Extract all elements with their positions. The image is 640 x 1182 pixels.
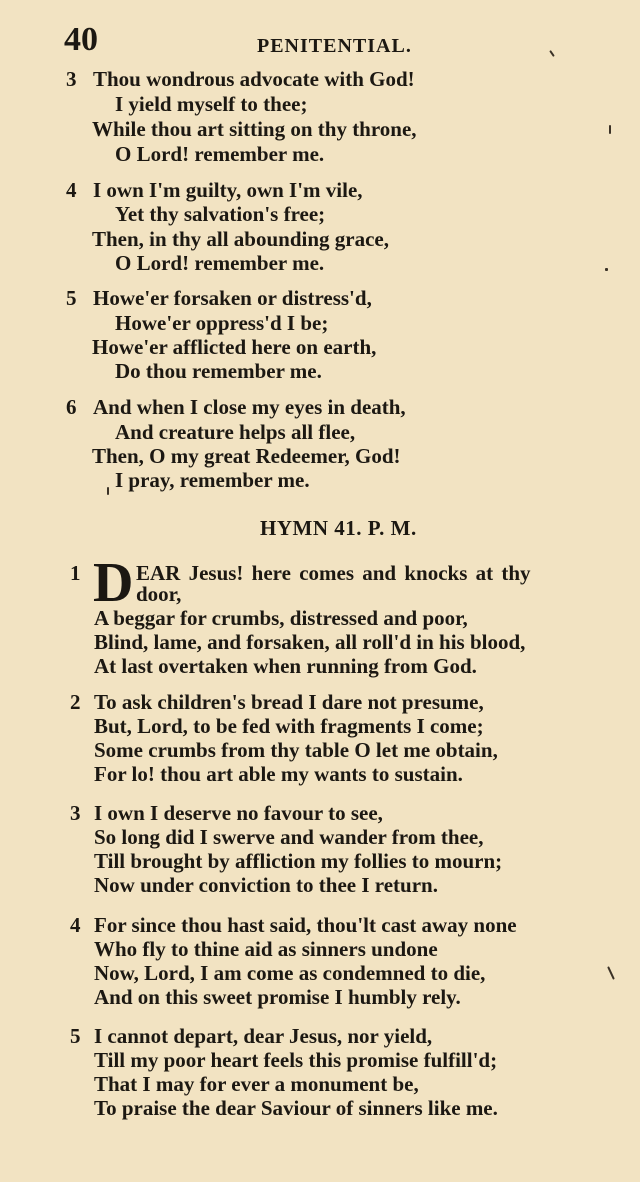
verse-number: 6 — [66, 395, 77, 419]
verse-line: Blind, lame, and forsaken, all roll'd in his blood, — [94, 630, 526, 654]
verse-line: Howe'er forsaken or distress'd, — [93, 286, 372, 310]
verse-line: So long did I swerve and wander from thee, — [94, 825, 484, 849]
verse-line: Then, in thy all abounding grace, — [92, 227, 389, 251]
verse-number: 3 — [66, 67, 77, 91]
verse-line: Howe'er afflicted here on earth, — [92, 335, 377, 359]
verse-line: I yield myself to thee; — [115, 92, 308, 116]
hymn-title: HYMN 41. P. M. — [260, 516, 417, 540]
verse-line: For since thou hast said, thou'lt cast away none — [94, 913, 517, 937]
page-header — [64, 20, 600, 60]
print-speck — [107, 487, 109, 495]
verse-line: I pray, remember me. — [115, 468, 310, 492]
verse-line: And when I close my eyes in death, — [93, 395, 406, 419]
verse-line: O Lord! remember me. — [115, 142, 325, 166]
verse-line: Who fly to thine aid as sinners undone — [94, 937, 438, 961]
verse-line: I own I deserve no favour to see, — [94, 801, 383, 825]
verse-line: I own I'm guilty, own I'm vile, — [93, 178, 363, 202]
running-title: PENITENTIAL. — [257, 35, 412, 57]
verse-number: 3 — [70, 801, 81, 825]
print-speck — [609, 125, 611, 134]
print-speck — [605, 268, 608, 271]
verse-line: Yet thy salvation's free; — [115, 202, 326, 226]
verse-number: 5 — [70, 1024, 81, 1048]
verse-line: Howe'er oppress'd I be; — [115, 311, 329, 335]
verse-line: That I may for ever a monument be, — [94, 1072, 419, 1096]
verse-number: 5 — [66, 286, 77, 310]
verse-line: Now, Lord, I am come as condemned to die, — [94, 961, 486, 985]
verse-line: O Lord! remember me. — [115, 251, 325, 275]
verse-line: door, — [136, 582, 182, 606]
verse-line: And creature helps all flee, — [115, 420, 356, 444]
verse-line: A beggar for crumbs, distressed and poor, — [94, 606, 468, 630]
verse-number: 1 — [70, 561, 81, 585]
verse-number: 4 — [70, 913, 81, 937]
verse-line: But, Lord, to be fed with fragments I come; — [94, 714, 484, 738]
page-number: 40 — [64, 21, 98, 58]
verse-line: To praise the dear Saviour of sinners like me. — [94, 1096, 498, 1120]
verse-line: Do thou remember me. — [115, 359, 322, 383]
drop-cap: D — [93, 552, 134, 614]
verse-line: Till my poor heart feels this promise fulfill'd; — [94, 1048, 498, 1072]
verse-line: EAR Jesus! here comes and knocks at thy — [136, 561, 531, 585]
verse-line: Some crumbs from thy table O let me obtain, — [94, 738, 498, 762]
verse-line: I cannot depart, dear Jesus, nor yield, — [94, 1024, 433, 1048]
verse-line: At last overtaken when running from God. — [94, 654, 477, 678]
verse-line: Then, O my great Redeemer, God! — [92, 444, 401, 468]
verse-line: Thou wondrous advocate with God! — [93, 67, 415, 91]
verse-line: While thou art sitting on thy throne, — [92, 117, 417, 141]
verse-number: 2 — [70, 690, 81, 714]
verse-number: 4 — [66, 178, 77, 202]
verse-line: And on this sweet promise I humbly rely. — [94, 985, 461, 1009]
verse-line: For lo! thou art able my wants to sustain. — [94, 762, 463, 786]
verse-line: Till brought by affliction my follies to mourn; — [94, 849, 503, 873]
print-speck — [607, 966, 615, 980]
verse-line: To ask children's bread I dare not presume, — [94, 690, 484, 714]
verse-line: Now under conviction to thee I return. — [94, 873, 438, 897]
